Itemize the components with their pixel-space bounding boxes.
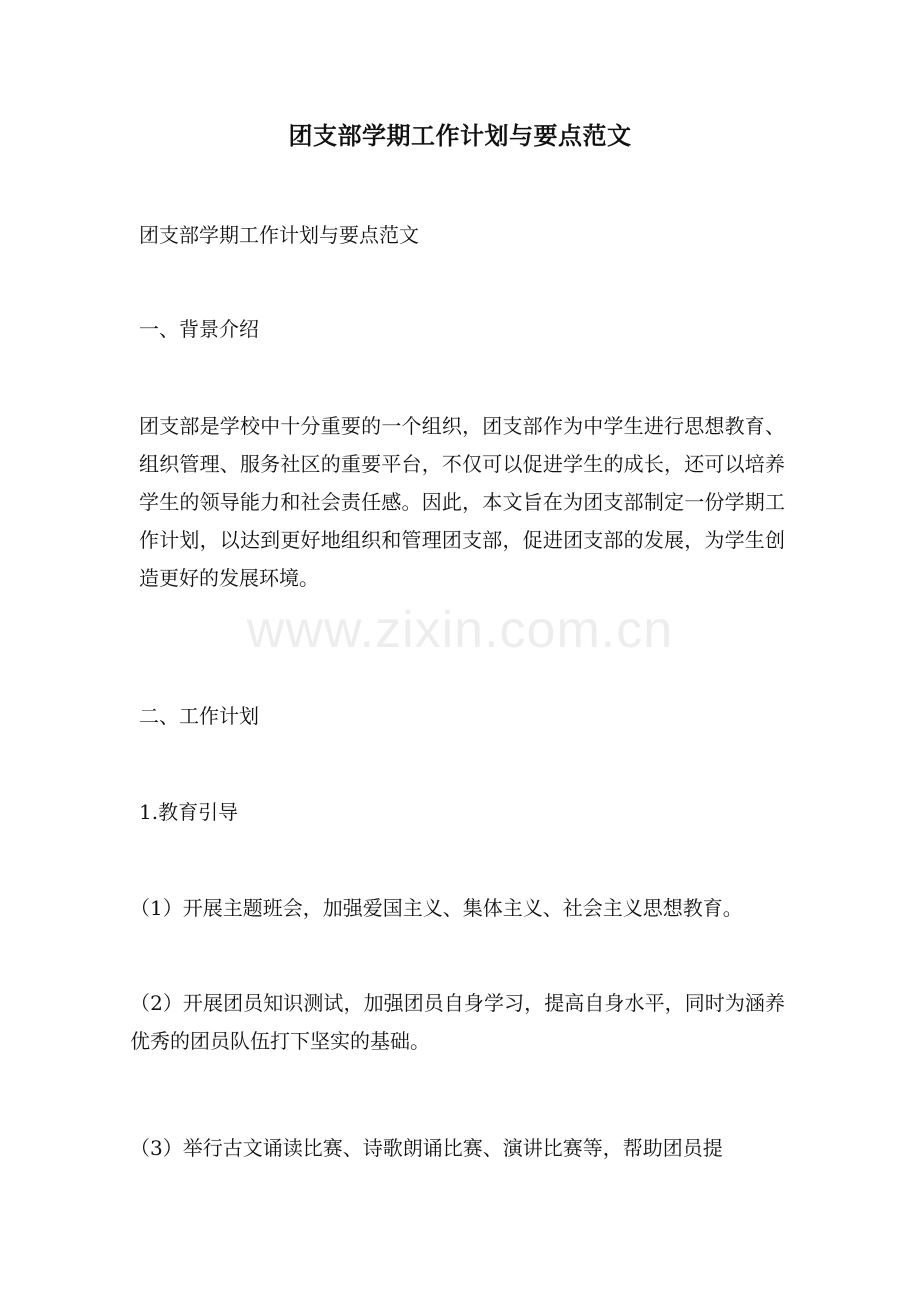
document-subtitle: 团支部学期工作计划与要点范文: [139, 223, 419, 247]
list-item-point-2: （2）开展团员知识测试，加强团员自身学习，提高自身水平，同时为涵养优秀的团员队伍打下坚实的基础。: [130, 991, 785, 1053]
section-body-background: 团支部是学校中十分重要的一个组织，团支部作为中学生进行思想教育、组织管理、服务社区的重要平台，不仅可以促进学生的成长，还可以培养学生的领导能力和社会责任感。因此，本文旨在为团支部制定一份学期工作计划，以达到更好地组织和管理团支部，促进团支部的发展，为学生创造更好的发展环境。: [139, 414, 785, 590]
section-heading-background: 一、背景介绍: [139, 317, 259, 341]
watermark: www.zixin.com.cn: [246, 601, 674, 659]
list-item-point-3: （3）举行古文诵读比赛、诗歌朗诵比赛、演讲比赛等，帮助团员提: [130, 1136, 723, 1160]
document-title: 团支部学期工作计划与要点范文: [288, 121, 632, 150]
item-heading-education: 1.教育引导: [139, 800, 239, 824]
section-heading-work-plan: 二、工作计划: [139, 704, 259, 728]
list-item-point-1: （1）开展主题班会，加强爱国主义、集体主义、社会主义思想教育。: [130, 896, 743, 920]
